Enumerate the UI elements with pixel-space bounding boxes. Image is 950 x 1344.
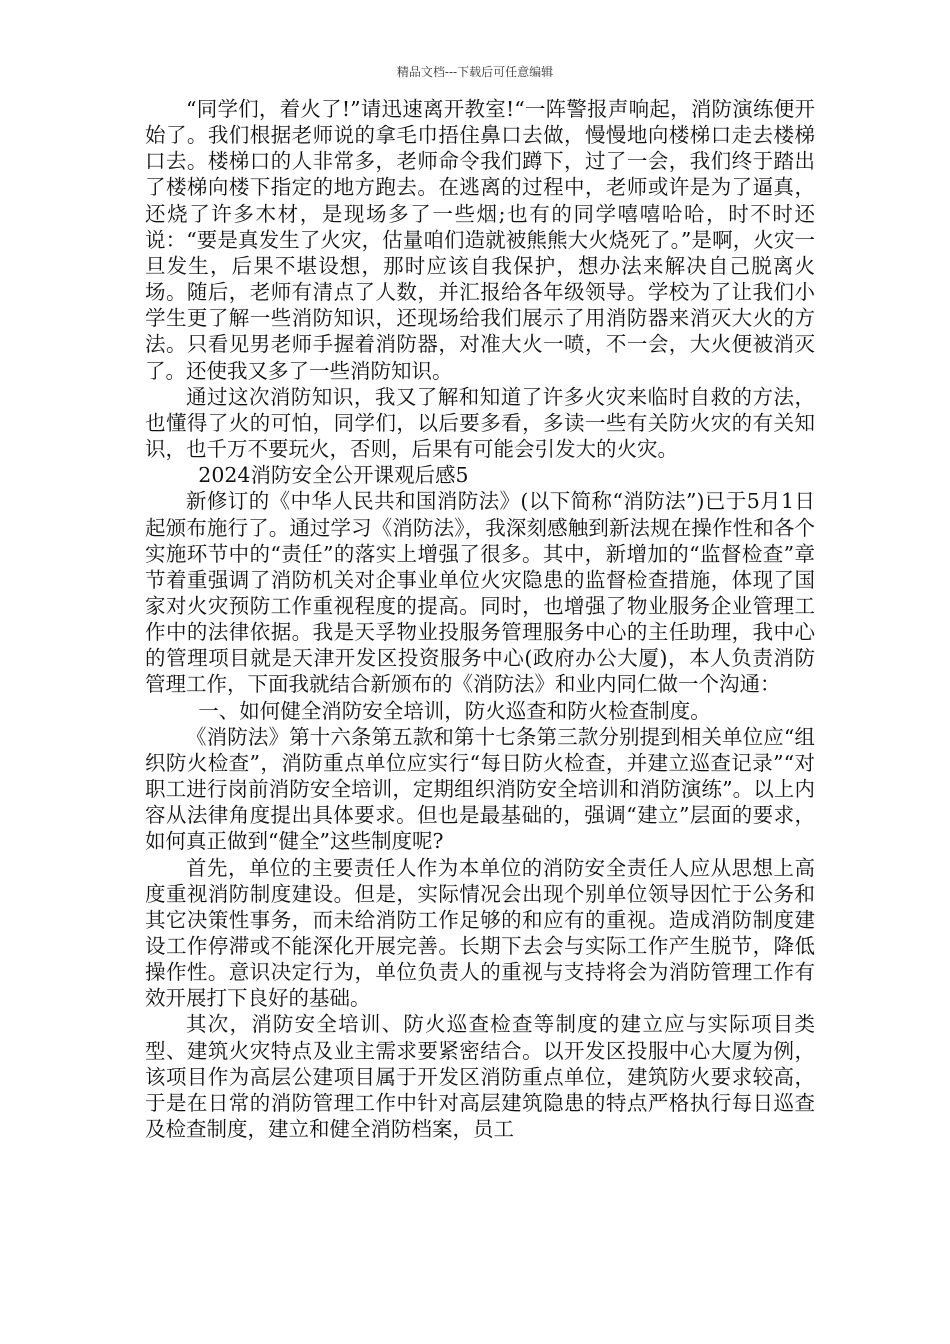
subsection-title: 一、如何健全消防安全培训，防火巡查和防火检查制度。 xyxy=(198,698,711,723)
paragraph-fire-law: 新修订的《中华人民共和国消防法》(以下简称“消防法”)已于5月1日起颁布施行了。通过学习《消防法》，我深刻感触到新法规在操作性和各个实施环节中的“责任”的落实上增强了很多。其中，新增加的“监督检查”章节着重强调了消防机关对企事业单位火灾隐患的监督检查措施，体现了国家对火灾预防工作重视程度的提高。同时，也增强了物业服务企业管理工作中的法律依据。我是天孚物业投服务管理服务中心的主任助理，我中心的管理项目就是天津开发区投资服务中心(政府办公大厦)，本人负责消防管理工作，下面我就结合新颁布的《消防法》和业内同仁做一个沟通： xyxy=(145,489,815,697)
paragraph-law-articles: 《消防法》第十六条第五款和第十七条第三款分别提到相关单位应“组织防火检查”，消防重点单位应实行“每日防火检查，并建立巡查记录”“对职工进行岗前消防安全培训，定期组织消防安全培训和消防演练”。以上内容从法律角度提出具体要求。但也是最基础的，强调“建立”层面的要求，如何真正做到“健全”这些制度呢? xyxy=(145,724,815,854)
paragraph-second: 其次，消防安全培训、防火巡查检查等制度的建立应与实际项目类型、建筑火灾特点及业主需求要紧密结合。以开发区投服中心大厦为例，该项目作为高层公建项目属于开发区消防重点单位，建筑防火要求较高，于是在日常的消防管理工作中针对高层建筑隐患的特点严格执行每日巡查及检查制度，建立和健全消防档案，员工 xyxy=(145,1012,815,1142)
paragraph-first: 首先，单位的主要责任人作为本单位的消防安全责任人应从思想上高度重视消防制度建设。但是，实际情况会出现个别单位领导因忙于公务和其它决策性事务，而未给消防工作足够的和应有的重视。造成消防制度建设工作停滞或不能深化开展完善。长期下去会与实际工作产生脱节，降低操作性。意识决定行为，单位负责人的重视与支持将会为消防管理工作有效开展打下良好的基础。 xyxy=(145,855,815,1011)
page-header: 精品文档---下载后可任意编辑 xyxy=(396,65,554,79)
paragraph-fire-knowledge: 通过这次消防知识，我又了解和知道了许多火灾来临时自救的方法，也懂得了火的可怕，同学们，以后要多看，多读一些有关防火灾的有关知识，也千万不要玩火，否则，后果有可能会引发大的火灾。 xyxy=(145,384,815,462)
paragraph-fire-drill: “同学们，着火了!”请迅速离开教室!“一阵警报声响起，消防演练便开始了。我们根据老师说的拿毛巾捂住鼻口去做，慢慢地向楼梯口走去楼梯口去。楼梯口的人非常多，老师命令我们蹲下，过了一会，我们终于踏出了楼梯向楼下指定的地方跑去。在逃离的过程中，老师或许是为了逼真，还烧了许多木材，是现场多了一些烟;也有的同学嘻嘻哈哈，时不时还说：“要是真发生了火灾，估量咱们造就被熊熊大火烧死了。”是啊，火灾一旦发生，后果不堪设想，那时应该自我保护，想办法来解决自己脱离火场。随后，老师有清点了人数，并汇报给各年级领导。学校为了让我们小学生更了解一些消防知识，还现场给我们展示了用消防器来消灭大火的方法。只看见男老师手握着消防器，对准大火一喷，不一会，大火便被消灭了。还使我又多了一些消防知识。 xyxy=(145,97,815,383)
document-body xyxy=(145,96,815,1142)
section-title: 2024消防安全公开课观后感5 xyxy=(198,463,469,488)
